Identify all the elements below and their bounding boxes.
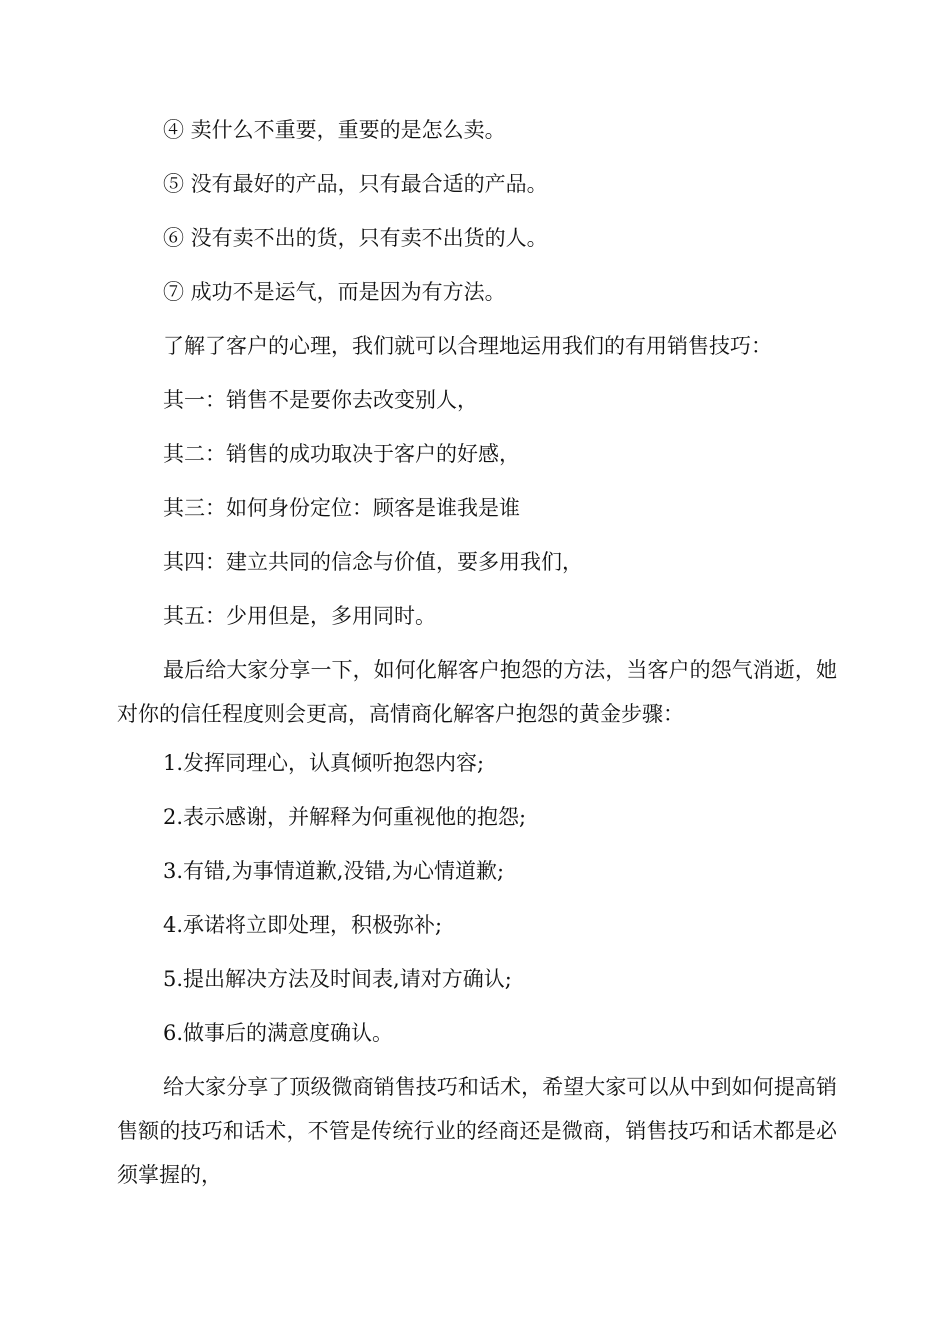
step-item: 3.有错,为事情道歉,没错,为心情道歉; xyxy=(163,859,505,883)
step-item: 2.表示感谢，并解释为何重视他的抱怨; xyxy=(163,805,527,829)
list-item: ④ 卖什么不重要，重要的是怎么卖。 xyxy=(163,118,506,142)
paragraph-conclusion: 给大家分享了顶级微商销售技巧和话术，希望大家可以从中到如何提高销售额的技巧和话术，不管是传统行业的经商还是微商，销售技巧和话术都是必须掌握的， xyxy=(117,1075,837,1187)
step-item: 4.承诺将立即处理，积极弥补; xyxy=(163,913,443,937)
paragraph-complaint-handling: 最后给大家分享一下，如何化解客户抱怨的方法，当客户的怨气消逝，她对你的信任程度则会更高，高情商化解客户抱怨的黄金步骤： xyxy=(117,658,837,726)
list-item: 其四：建立共同的信念与价值，要多用我们， xyxy=(163,550,583,574)
list-item: 其五：少用但是，多用同时。 xyxy=(163,604,436,628)
list-item: ⑤ 没有最好的产品，只有最合适的产品。 xyxy=(163,172,548,196)
step-item: 5.提出解决方法及时间表,请对方确认; xyxy=(163,967,512,991)
list-item: 其一：销售不是要你去改变别人， xyxy=(163,388,478,412)
step-item: 6.做事后的满意度确认。 xyxy=(163,1021,394,1045)
step-item: 1.发挥同理心，认真倾听抱怨内容; xyxy=(163,751,485,775)
list-item: ⑥ 没有卖不出的货，只有卖不出货的人。 xyxy=(163,226,548,250)
intro-sentence: 了解了客户的心理，我们就可以合理地运用我们的有用销售技巧： xyxy=(163,334,772,358)
list-item: 其三：如何身份定位：顾客是谁我是谁 xyxy=(163,496,520,520)
list-item: ⑦ 成功不是运气，而是因为有方法。 xyxy=(163,280,506,304)
list-item: 其二：销售的成功取决于客户的好感， xyxy=(163,442,520,466)
